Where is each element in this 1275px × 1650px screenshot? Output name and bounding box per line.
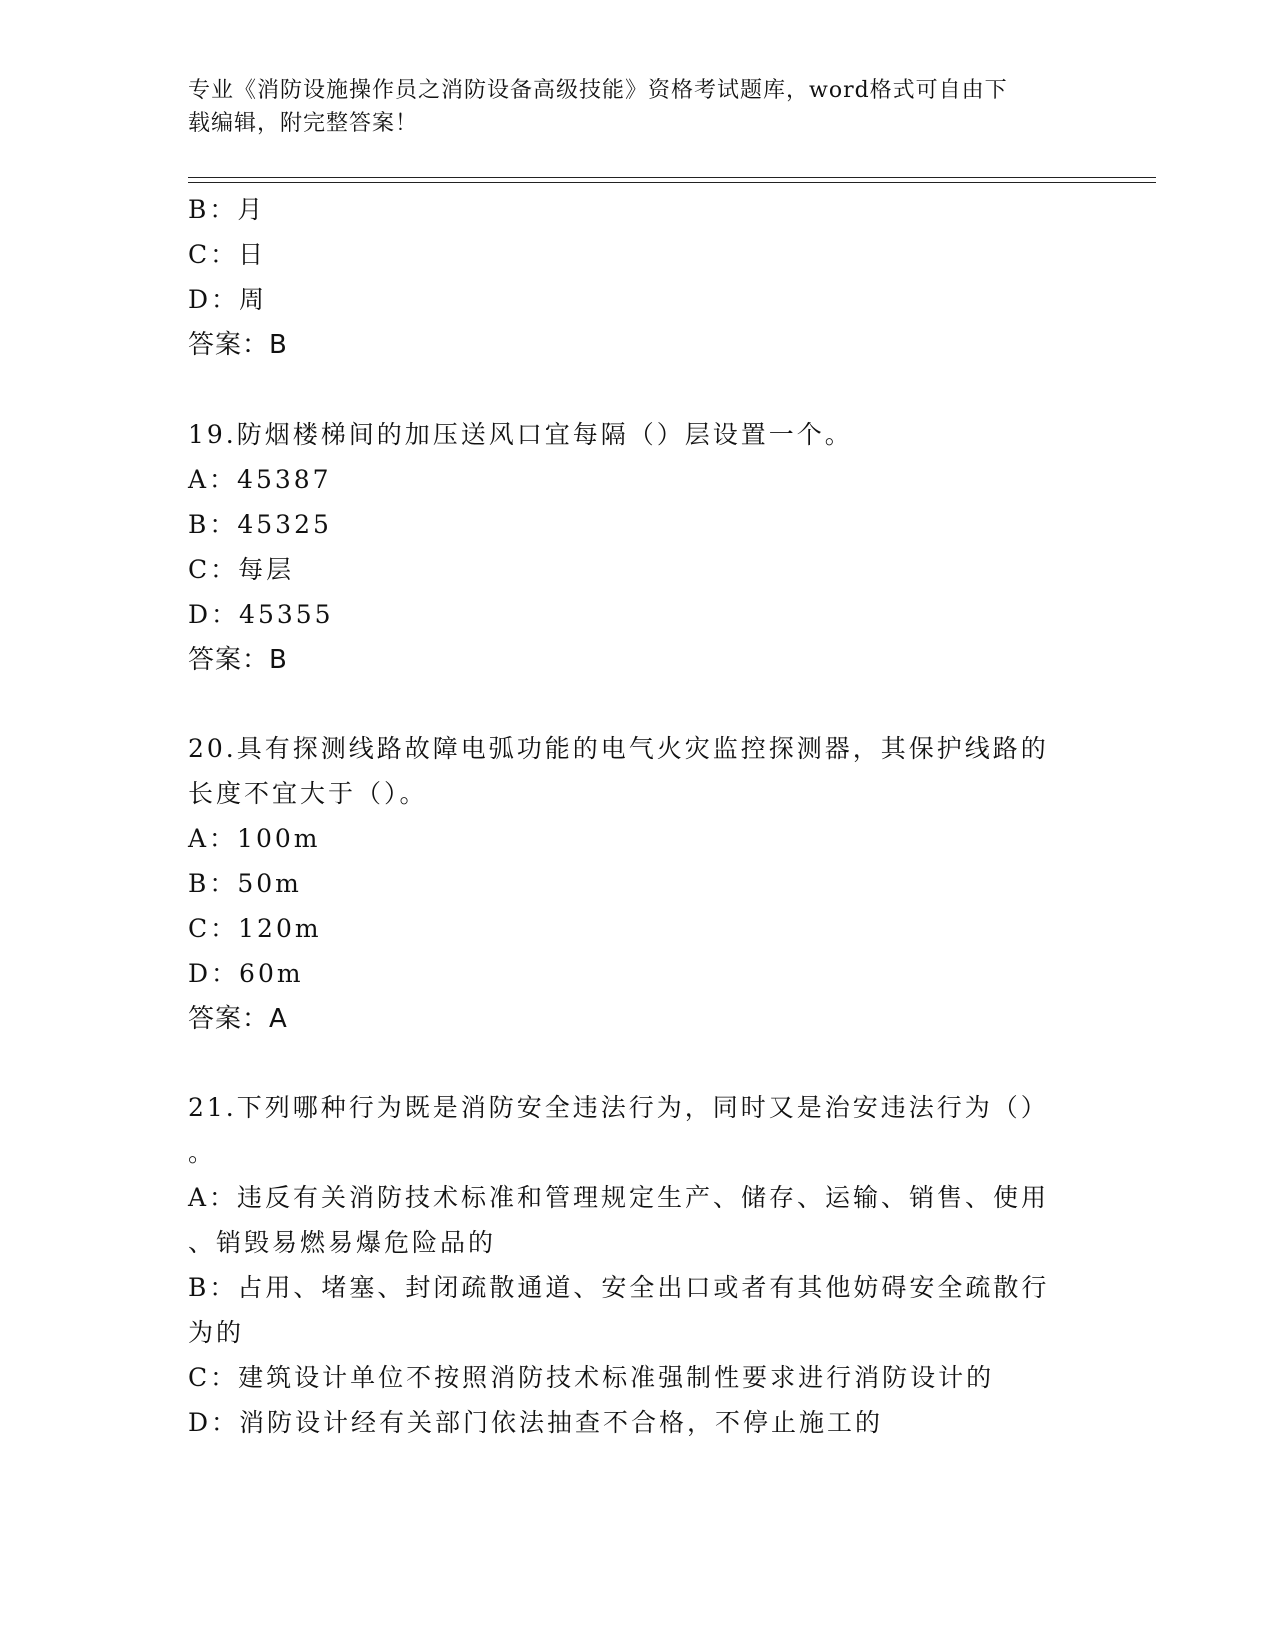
header-divider-bottom bbox=[188, 182, 1156, 183]
q20-option-d: D：60m bbox=[188, 959, 304, 988]
q19-question: 19.防烟楼梯间的加压送风口宜每隔（）层设置一个。 bbox=[188, 420, 853, 449]
q20-option-a: A：100m bbox=[188, 824, 321, 853]
q21-option-b-line-1: B：占用、堵塞、封闭疏散通道、安全出口或者有其他妨碍安全疏散行 bbox=[188, 1273, 1050, 1302]
q21-question-line-2: 。 bbox=[188, 1138, 217, 1167]
q20-question-line-2: 长度不宜大于（）。 bbox=[188, 779, 428, 808]
q21-option-d: D：消防设计经有关部门依法抽查不合格，不停止施工的 bbox=[188, 1408, 884, 1437]
header-line-1: 专业《消防设施操作员之消防设备高级技能》资格考试题库，word格式可自由下 bbox=[188, 78, 1008, 103]
q19-answer: 答案：B bbox=[188, 645, 288, 675]
q18-option-c: C：日 bbox=[188, 240, 267, 269]
q19-option-a: A：45387 bbox=[188, 465, 332, 494]
q19-option-b: B：45325 bbox=[188, 510, 332, 539]
q21-option-a-line-2: 、销毁易燃易爆危险品的 bbox=[188, 1228, 497, 1257]
q20-option-c: C：120m bbox=[188, 914, 322, 943]
q18-answer: 答案：B bbox=[188, 330, 288, 360]
q21-option-c: C：建筑设计单位不按照消防技术标准强制性要求进行消防设计的 bbox=[188, 1363, 995, 1392]
q21-option-a-line-1: A：违反有关消防技术标准和管理规定生产、储存、运输、销售、使用 bbox=[188, 1183, 1050, 1212]
q19-option-d: D：45355 bbox=[188, 600, 334, 629]
q20-question-line-1: 20.具有探测线路故障电弧功能的电气火灾监控探测器，其保护线路的 bbox=[188, 734, 1049, 763]
q19-option-c: C：每层 bbox=[188, 555, 295, 584]
q21-question-line-1: 21.下列哪种行为既是消防安全违法行为，同时又是治安违法行为（） bbox=[188, 1093, 1049, 1122]
q20-option-b: B：50m bbox=[188, 869, 302, 898]
q18-option-b: B：月 bbox=[188, 195, 266, 224]
q21-option-b-line-2: 为的 bbox=[188, 1318, 245, 1347]
header-divider-top bbox=[188, 177, 1156, 178]
page-header bbox=[188, 74, 1068, 140]
q20-answer: 答案：A bbox=[188, 1004, 288, 1034]
q18-option-d: D：周 bbox=[188, 285, 268, 314]
header-line-2: 载编辑，附完整答案！ bbox=[188, 111, 419, 136]
